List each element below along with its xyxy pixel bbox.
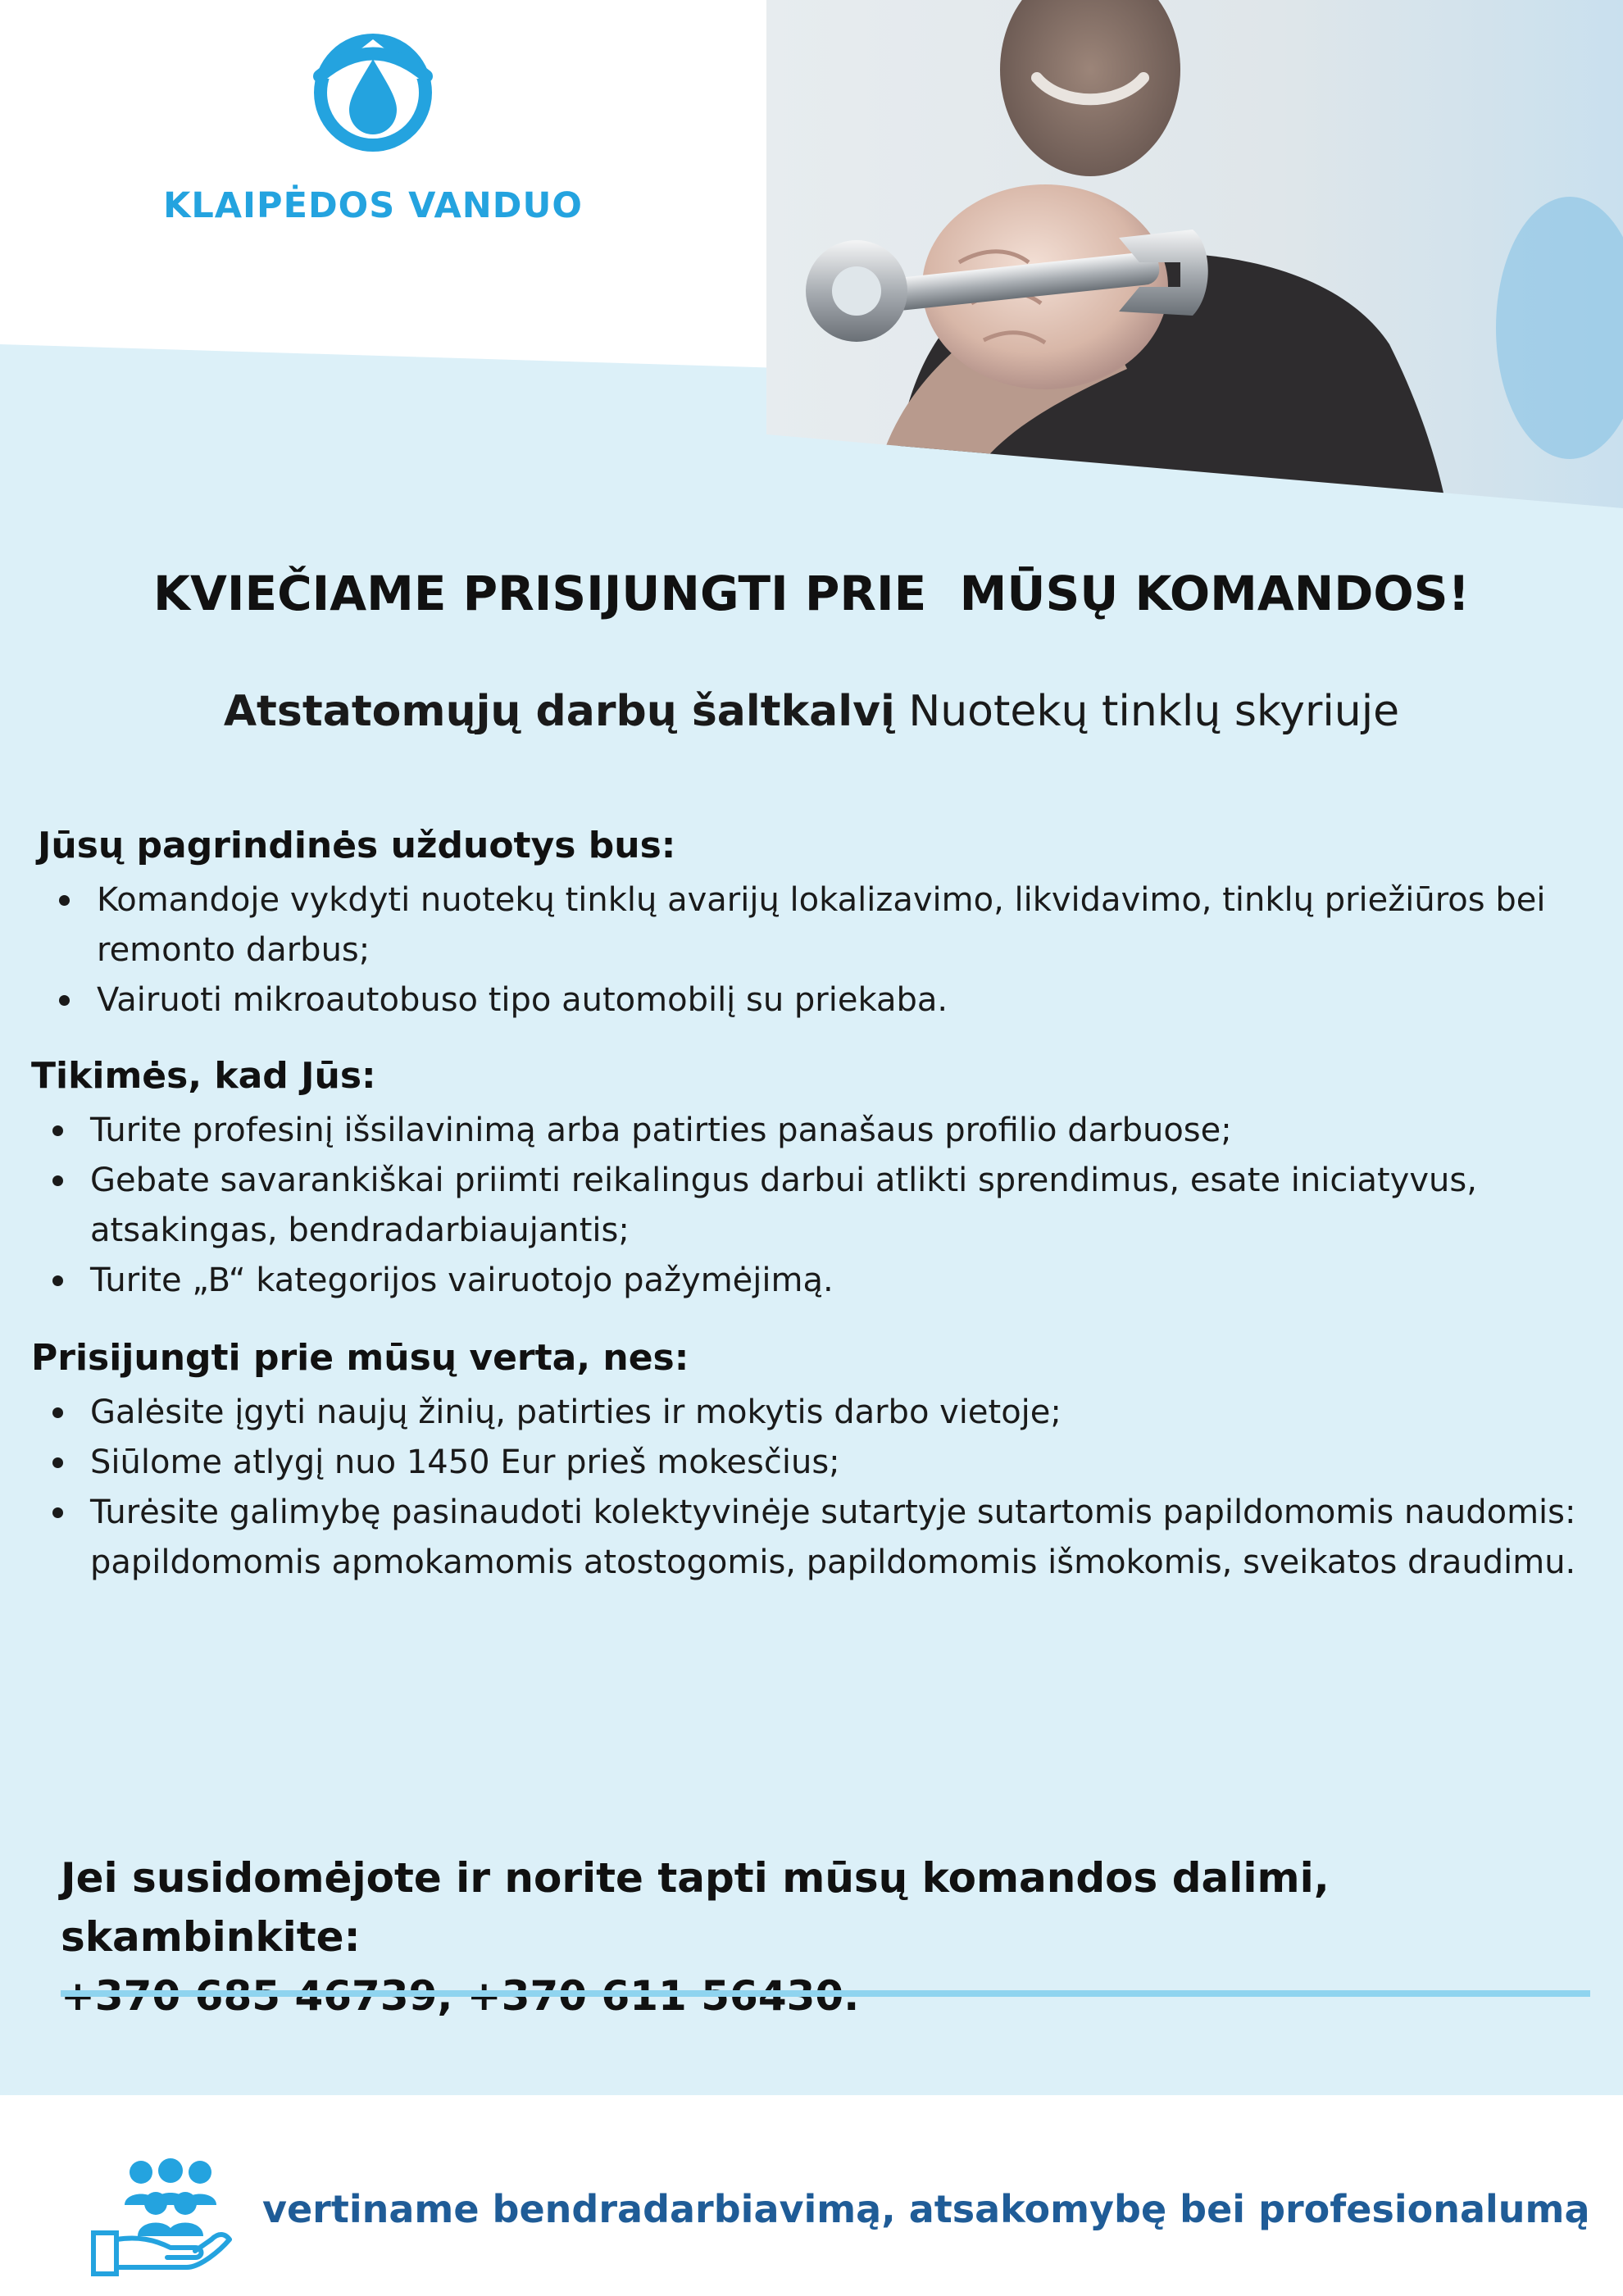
team-in-hand-icon <box>89 2154 236 2277</box>
page-title: KVIEČIAME PRISIJUNGTI PRIE MŪSŲ KOMANDOS! <box>153 566 1470 621</box>
brand-name: KLAIPĖDOS VANDUO <box>163 185 583 226</box>
worker-holding-wrench-photo <box>766 0 1623 508</box>
list-item: Turite „B“ kategorijos vairuotojo pažymėjimą. <box>90 1256 1597 1306</box>
list-item: Vairuoti mikroautobuso tipo automobilį su priekaba. <box>97 975 1603 1025</box>
footer-slogan: vertiname bendradarbiavimą, atsakomybę bei profesionalumą <box>262 2187 1590 2231</box>
job-department: Nuotekų tinklų skyriuje <box>908 687 1400 736</box>
list-item: Turėsite galimybę pasinaudoti kolektyvinėje sutartyje sutartomis papildomomis naudomis: papildomomis apmokamomis atostogomis, papildomomis išmokomis, sveikatos draudimu. <box>90 1488 1597 1588</box>
section-heading: Jūsų pagrindinės užduotys bus: <box>38 825 676 866</box>
list-item: Turite profesinį išsilavinimą arba patirties panašaus profilio darbuose; <box>90 1106 1597 1156</box>
expectations-list <box>31 1106 1597 1306</box>
contact-call-to-action <box>61 1848 1602 2025</box>
list-item: Siūlome atlygį nuo 1450 Eur prieš mokesčius; <box>90 1438 1597 1488</box>
benefits-list <box>31 1388 1597 1588</box>
job-subtitle <box>0 687 1623 736</box>
job-position: Atstatomųjų darbų šaltkalvį <box>223 687 895 736</box>
list-item: Gebate savarankiškai priimti reikalingus darbui atlikti sprendimus, esate iniciatyvus, atsakingas, bendradarbiaujantis; <box>90 1156 1597 1256</box>
tasks-list <box>38 875 1603 1025</box>
cta-text: Jei susidomėjote ir norite tapti mūsų komandos dalimi, skambinkite: <box>61 1854 1330 1961</box>
section-heading: Prisijungti prie mūsų verta, nes: <box>31 1337 689 1379</box>
list-item: Galėsite įgyti naujų žinių, patirties ir mokytis darbo vietoje; <box>90 1388 1597 1438</box>
benefits-section <box>31 1334 1597 1588</box>
water-drop-icon <box>311 31 434 154</box>
expectations-section <box>31 1052 1597 1306</box>
tasks-section <box>38 821 1603 1025</box>
brand-logo <box>156 31 590 244</box>
section-heading: Tikimės, kad Jūs: <box>31 1055 376 1097</box>
list-item: Komandoje vykdyti nuotekų tinklų avarijų lokalizavimo, likvidavimo, tinklų priežiūros bei remonto darbus; <box>97 875 1603 975</box>
divider <box>61 1990 1590 1997</box>
